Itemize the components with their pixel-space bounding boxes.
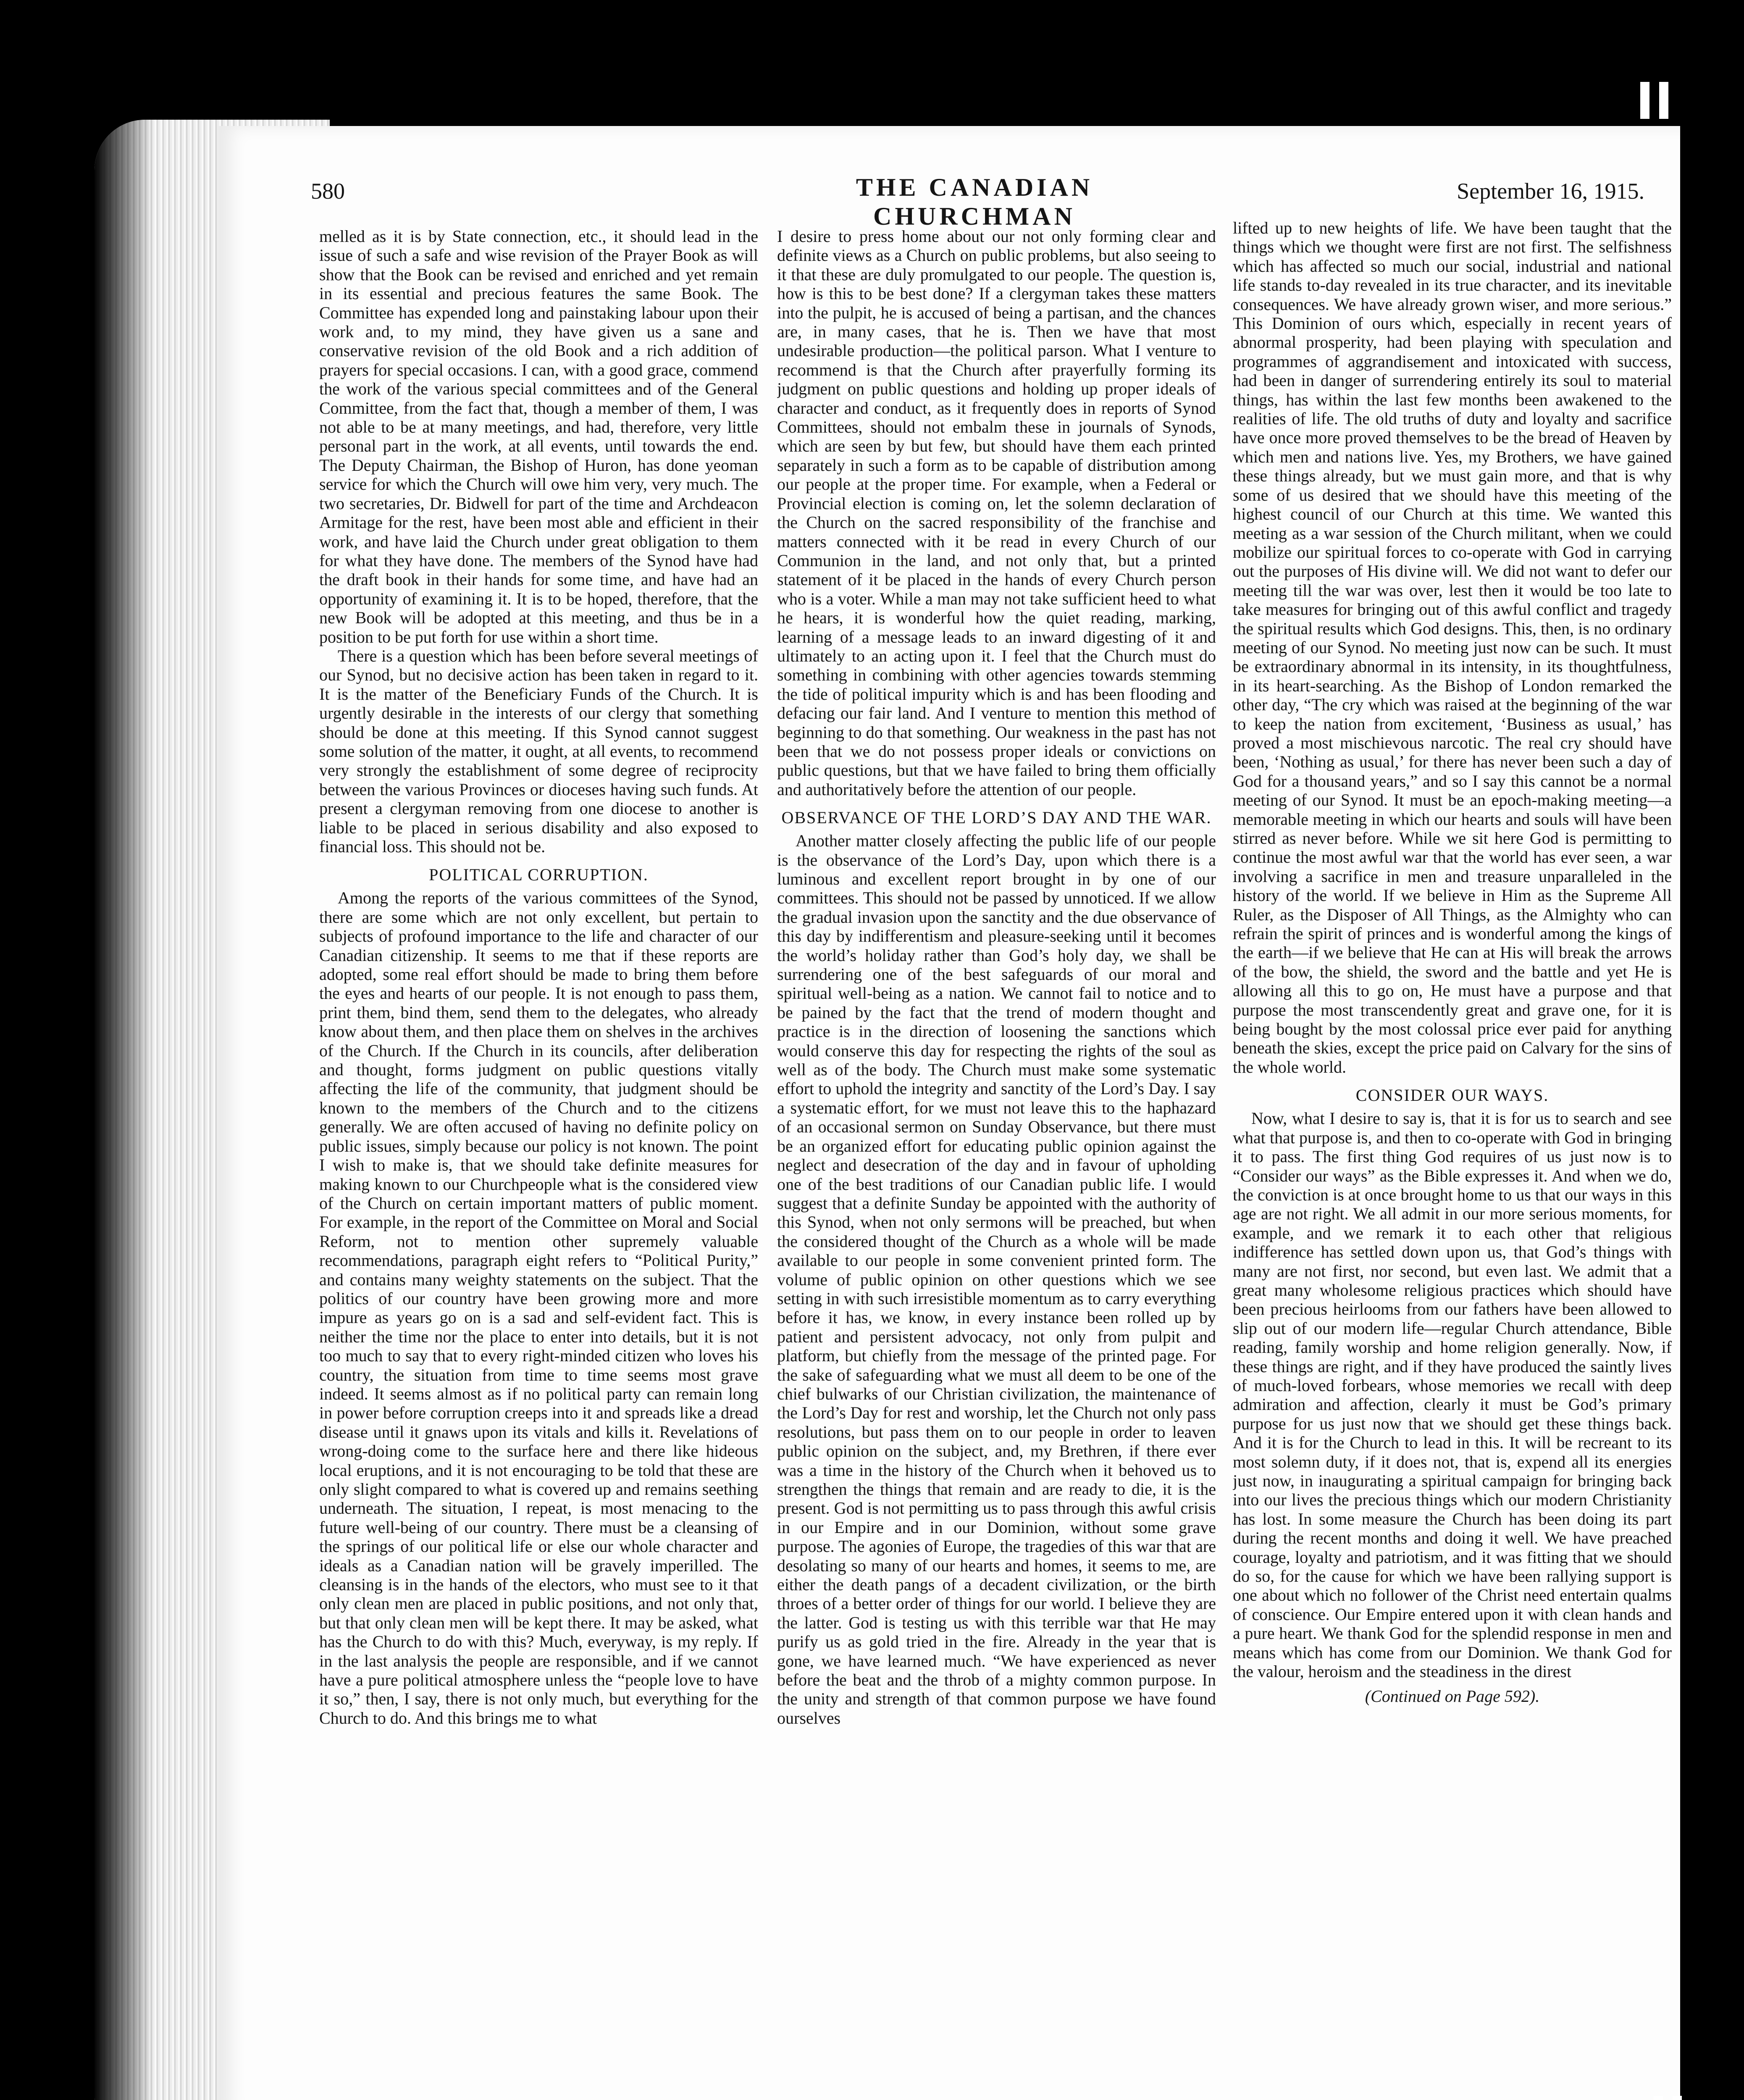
section-heading: CONSIDER OUR WAYS. [1355,1086,1549,1105]
registration-bar [1659,82,1668,119]
section-heading: OBSERVANCE OF THE LORD’S DAY AND THE WAR. [781,808,1212,827]
paragraph: Another matter closely affecting the public life of our people is the observance of the Lord’s Day, upon which there is a luminous and excellent report brought in by one of our committees. This should not be passed by unnoticed. If we allow the gradual invasion upon the sanctity and the due observance of this day by indifferentism and pleasure-seeking until it becomes the world’s holiday rather than God’s holy day, we shall be surrendering one of the best safeguards of our moral and spiritual well-being as a nation. We cannot fail to notice and to be pained by the fact that the trend of modern thought and practice is in the direction of loosening the sanctions which would conserve this day for respecting the rights of the soul as well as of the body. The Church must make some systematic effort to uphold the integrity and sanctity of the Lord’s Day. I say a systematic effort, for we must not leave this to the haphazard of an occasional sermon on Sunday Observance, but there must be an organized effort for educating public opinion against the neglect and desecration of the day and in favour of upholding one of the best traditions of our Canadian public life. I would suggest that a definite Sunday be appointed with the authority of this Synod, when not only sermons will be preached, but when the considered thought of the Church as a whole will be made available to our people in some convenient printed form. The volume of public opinion on other questions which we see setting in with such irresistible momentum as to carry everything before it has, we know, in every instance been rolled up by patient and persistent advocacy, not only from pulpit and platform, but chiefly from the message of the printed page. For the sake of safeguarding what we must all deem to be one of the chief bulwarks of our Christian civilization, the maintenance of the Lord’s Day for rest and worship, let the Church not only pass resolutions, but pass them on to our people in order to leaven public opinion on the subject, and, my Brethren, if there ever was a time in the history of the Church when it behoved us to strengthen the things that remain and are ready to die, it is the present. God is not permitting us to pass through this awful crisis in our Empire and in our Dominion, without some grave purpose. The agonies of Europe, the tragedies of this war that are desolating so many of our hearts and homes, it seems to me, are either the death pangs of a decadent civilization, or the birth throes of a better order of things for our world. I believe they are the latter. God is testing us with this terrible war that He may purify us as gold tried in the fire. Already in the year that is gone, we have learned much. “We have experienced as never before the beat and the throb of a mighty common purpose. In the unity and strength of that common purpose we have found ourselves [777,831,1216,1727]
text-column-2 [777,227,1216,1987]
continued-note: (Continued on Page 592). [1365,1687,1540,1706]
paragraph: I desire to press home about our not only forming clear and definite views as a Church on public problems, but also seeing to it that these are duly promulgated to our people. The question is, how is this to be best done? If a clergyman takes these matters into the pulpit, he is accused of being a partisan, and the chances are, in many cases, that he is. Then we have that most undesirable production—the political parson. What I venture to recommend is that the Church after prayerfully forming its judgment on public questions and holding up proper ideals of character and conduct, as it frequently does in reports of Synod Committees, should not embalm these in journals of Synods, which are seen by but few, but should have them each printed separately in such a form as to be capable of distribution among our people at the proper time. For example, when a Federal or Provincial election is coming on, let the solemn declaration of the Church on the sacred responsibility of the franchise and matters connected with it be read in every Church of our Communion in the land, and not only that, but a printed statement of it be placed in the hands of every Church person who is a voter. While a man may not take sufficient heed to what he hears, it is wonderful how the quiet reading, marking, learning of a message leads to an inward digesting of it and ultimately to an acting upon it. I feel that the Church must do something in combining with other agencies towards stemming the tide of political impurity which is and has been flooding and defacing our fair land. And I venture to mention this method of beginning to do that something. Our weakness in the past has not been that we do not possess proper ideals or convictions on public questions, but that we have failed to bring them officially and authoritatively before the attention of our people. [777,227,1216,799]
paragraph: Now, what I desire to say is, that it is for us to search and see what that purpose is, and then to co-operate with God in bringing it to pass. The first thing God requires of us just now is to “Consider our ways” as the Bible expresses it. And when we do, the conviction is at once brought home to us that our ways in this age are not right. We all admit in our more serious moments, for example, and we remark it to each other that religious indifference has settled down upon us, that God’s things with many are not first, nor second, but even last. We admit that a great many wholesome religious practices which should have been precious heirlooms from our fathers have been allowed to slip out of our modern life—regular Church attendance, Bible reading, family worship and home religion generally. Now, if these things are right, and if they have produced the saintly lives of much-loved forbears, whose memories we recall with deep admiration and affection, clearly it must be God’s primary purpose for us just now that we should get these things back. And it is for the Church to lead in this. It will be recreant to its most solemn duty, if it does not, that is, expend all its energies just now, in inaugurating a spiritual campaign for bringing back into our lives the precious things which our modern Christianity has lost. In some measure the Church has been doing its part during the recent months and doing it well. We have preached courage, loyalty and patriotism, and it was fitting that we should do so, for the cause for which we have been rallying support is one about which no follower of the Christ need entertain qualms of conscience. Our Empire entered upon it with clean hands and a pure heart. We thank God for the splendid response in men and means which has come from our Dominion. We thank God for the valour, heroism and the steadiness in the direst [1233,1109,1672,1681]
text-column-1 [319,227,758,1987]
paragraph: lifted up to new heights of life. We have been taught that the things which we thought were first are not first. The selfishness which has affected so much our social, industrial and national life stands to-day revealed in its true character, and its inevitable consequences. We have already grown wiser, and more serious.” This Dominion of ours which, especially in recent years of abnormal prosperity, had been playing with speculation and programmes of aggrandisement and intoxicated with success, had been in danger of surrendering entirely its soul to material things, has within the last few months been awakened to the realities of life. The old truths of duty and loyalty and sacrifice have once more proved themselves to be the bread of Heaven by which men and nations live. Yes, my Brothers, we have gained these things already, but we must gain more, and that is why some of us desired that we should have this meeting of the highest council of our Church at this time. We wanted this meeting as a war session of the Church militant, when we could mobilize our spiritual forces to co-operate with God in carrying out the purposes of His divine will. We did not want to defer our meeting till the war was over, lest then it would be too late to take measures for bringing out of this awful conflict and tragedy the spiritual results which God designs. This, then, is no ordinary meeting of our Synod. No meeting just now can be such. It must be extraordinary abnormal in its intensity, in its thoughtfulness, in its heart-searching. As the Bishop of London remarked the other day, “The cry which was raised at the beginning of the war to keep the nation from excitement, ‘Business as usual,’ has proved a most mischievous narcotic. The real cry should have been, ‘Nothing as usual,’ for there has never been such a day of God for a thousand years,” and so I say this cannot be a normal meeting of our Synod. It must be an epoch-making meeting—a memorable meeting in which our hearts and souls will have been stirred as never before. While we sit here God is permitting to continue the most awful war that the world has ever seen, a war involving a sacrifice in men and treasure unparalleled in the history of the world. If we believe in Him as the Supreme All Ruler, as the Disposer of All Things, as the Almighty who can refrain the spirit of princes and is wonderful among the kings of the earth—if we believe that He can at His will break the arrows of the bow, the shield, the sword and the battle and yet He is allowing all this to go on, He must have a purpose and that purpose the most transcendently great and grave one, for it is being bought by the most colossal price ever paid for anything beneath the skies, except the price paid on Calvary for the sins of the whole world. [1233,218,1672,1076]
paragraph: melled as it is by State connection, etc., it should lead in the issue of such a safe and wise revision of the Prayer Book as will show that the Book can be revised and enriched and yet remain in its essential and precious features the same Book. The Committee has expended long and painstaking labour upon their work and, to my mind, they have given us a sane and conservative revision of the old Book and a rich addition of prayers for special occasions. I can, with a good grace, commend the work of the various special committees and of the General Committee, from the fact that, though a member of them, I was not able to be at many meetings, and had, therefore, very little personal part in the work, at all events, until towards the end. The Deputy Chairman, the Bishop of Huron, has done yeoman service for which the Church will owe him very, very much. The two secretaries, Dr. Bidwell for part of the time and Archdeacon Armitage for the rest, have been most able and efficient in their work, and have laid the Church under great obligation to them for what they have done. The members of the Synod have had the draft book in their hands for some time, and have had an opportunity of examining it. It is to be hoped, therefore, that the new Book will be adopted at this meeting, and thus be in a position to be put forth for use within a short time. [319,227,758,646]
issue-date: September 16, 1915. [1457,178,1644,204]
text-column-3 [1233,218,1672,1940]
registration-bar [1654,2096,1663,2100]
page-number: 580 [311,178,345,204]
publication-title: THE CANADIAN CHURCHMAN [856,173,1093,230]
page-edges-shadow [95,120,153,2100]
right-dark-margin [1680,126,1744,2100]
section-heading: POLITICAL CORRUPTION. [429,865,649,885]
registration-bar [1640,82,1649,119]
registration-bar [1673,2096,1682,2100]
page-header [311,173,1644,230]
paragraph: Among the reports of the various committees of the Synod, there are some which are not only excellent, but pertain to subjects of profound importance to the life and character of our Canadian citizenship. It seems to me that if these reports are adopted, some real effort should be made to bring them before the eyes and hearts of our people. It is not enough to pass them, print them, bind them, send them to the delegates, who already know about them, and then place them on shelves in the archives of the Church. If the Church in its councils, after deliberation and thought, forms judgment on public questions vitally affecting the life of the community, that judgment should be known to the members of the Church and to the citizens generally. We are often accused of having no definite policy on public issues, simply because our policy is not known. The point I wish to make is, that we should take definite measures for making known to our Churchpeople what is the considered view of the Church on certain important matters of public moment. For example, in the report of the Committee on Moral and Social Reform, not to mention other supremely valuable recommendations, paragraph eight refers to “Political Purity,” and contains many weighty statements on the subject. That the politics of our country have been growing more and more impure as years go on is a sad and self-evident fact. This is neither the time nor the place to enter into details, but it is not too much to say that to every right-minded citizen who loves his country, the situation from time to time seems most grave indeed. It seems almost as if no political party can remain long in power before corruption creeps into it and spreads like a dread disease until it gnaws upon its vitals and kills it. Revelations of wrong-doing come to the surface here and there like hideous local eruptions, and it is not encouraging to be told that these are only slight compared to what is covered up and remains seething underneath. The situation, I repeat, is most menacing to the future well-being of our country. There must be a cleansing of the springs of our political life or else our whole character and ideals as a Canadian nation will be gravely imperilled. The cleansing is in the hands of the electors, who must see to it that only clean men are placed in public positions, and not only that, but that only clean men will be kept there. It may be asked, what has the Church to do with this? Much, everyway, is my reply. If in the last analysis the people are responsible, and if we cannot have a pure political atmosphere unless the “people love to have it so,” then, I say, there is not only much, but everything for the Church to do. And this brings me to what [319,888,758,1727]
paragraph: There is a question which has been before several meetings of our Synod, but no decisive action has been taken in regard to it. It is the matter of the Beneficiary Funds of the Church. It is urgently desirable in the interests of our clergy that something should be done at this meeting. If this Synod cannot suggest some solution of the matter, it ought, at all events, to recommend very strongly the establishment of some degree of reciprocity between the various Provinces or dioceses having such funds. At present a clergyman removing from one diocese to another is liable to be placed in serious disability and also exposed to financial loss. This should not be. [319,646,758,856]
